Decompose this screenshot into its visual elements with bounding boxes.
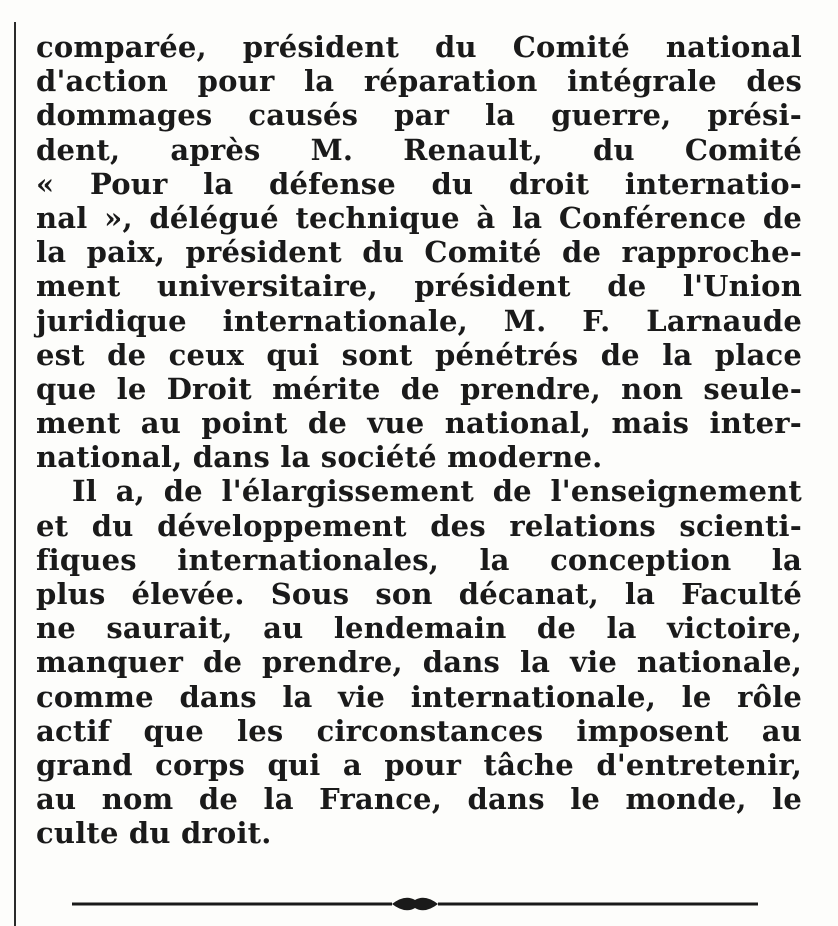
text-line: dent, après M. Renault, du Comité (36, 132, 802, 167)
text-line: est de ceux qui sont pénétrés de la place (36, 337, 802, 372)
text-line: culte du droit. (36, 816, 272, 851)
text-line: et du développement des relations scienti- (36, 508, 802, 543)
text-line: ment au point de vue national, mais inter- (36, 406, 802, 441)
paragraph-2 (36, 474, 802, 850)
text-line: que le Droit mérite de prendre, non seule- (36, 371, 802, 406)
text-line: national, dans la société moderne. (36, 440, 603, 475)
text-line: ment universitaire, président de l'Union (36, 269, 802, 304)
text-line: comparée, président du Comité national (36, 30, 802, 64)
text-line: nal », délégué technique à la Conférence de (36, 200, 802, 235)
text-line: dommages causés par la guerre, prési- (36, 98, 802, 133)
article-body (36, 30, 802, 851)
text-line: plus élevée. Sous son décanat, la Faculté (36, 577, 802, 611)
text-line: comme dans la vie internationale, le rôle (36, 679, 802, 714)
text-line: juridique internationale, M. F. Larnaude (36, 303, 802, 338)
text-line: d'action pour la réparation intégrale des (36, 64, 802, 99)
text-line: la paix, président du Comité de rapproche- (36, 235, 802, 270)
column-rule (14, 22, 16, 926)
text-line: Il a, de l'élargissement de l'enseignement (72, 474, 802, 509)
text-line: ne saurait, au lendemain de la victoire, (36, 611, 802, 646)
text-line: « Pour la défense du droit internatio- (36, 166, 802, 201)
text-line: au nom de la France, dans le monde, le (36, 782, 802, 817)
text-line: actif que les circonstances imposent au (36, 713, 802, 748)
end-of-article-separator (72, 892, 758, 916)
text-line: manquer de prendre, dans la vie nationale, (36, 645, 802, 680)
text-line: fiques internationales, la conception la (36, 542, 802, 577)
paragraph-1 (36, 30, 802, 474)
text-line: grand corps qui a pour tâche d'entretenir, (36, 747, 802, 782)
